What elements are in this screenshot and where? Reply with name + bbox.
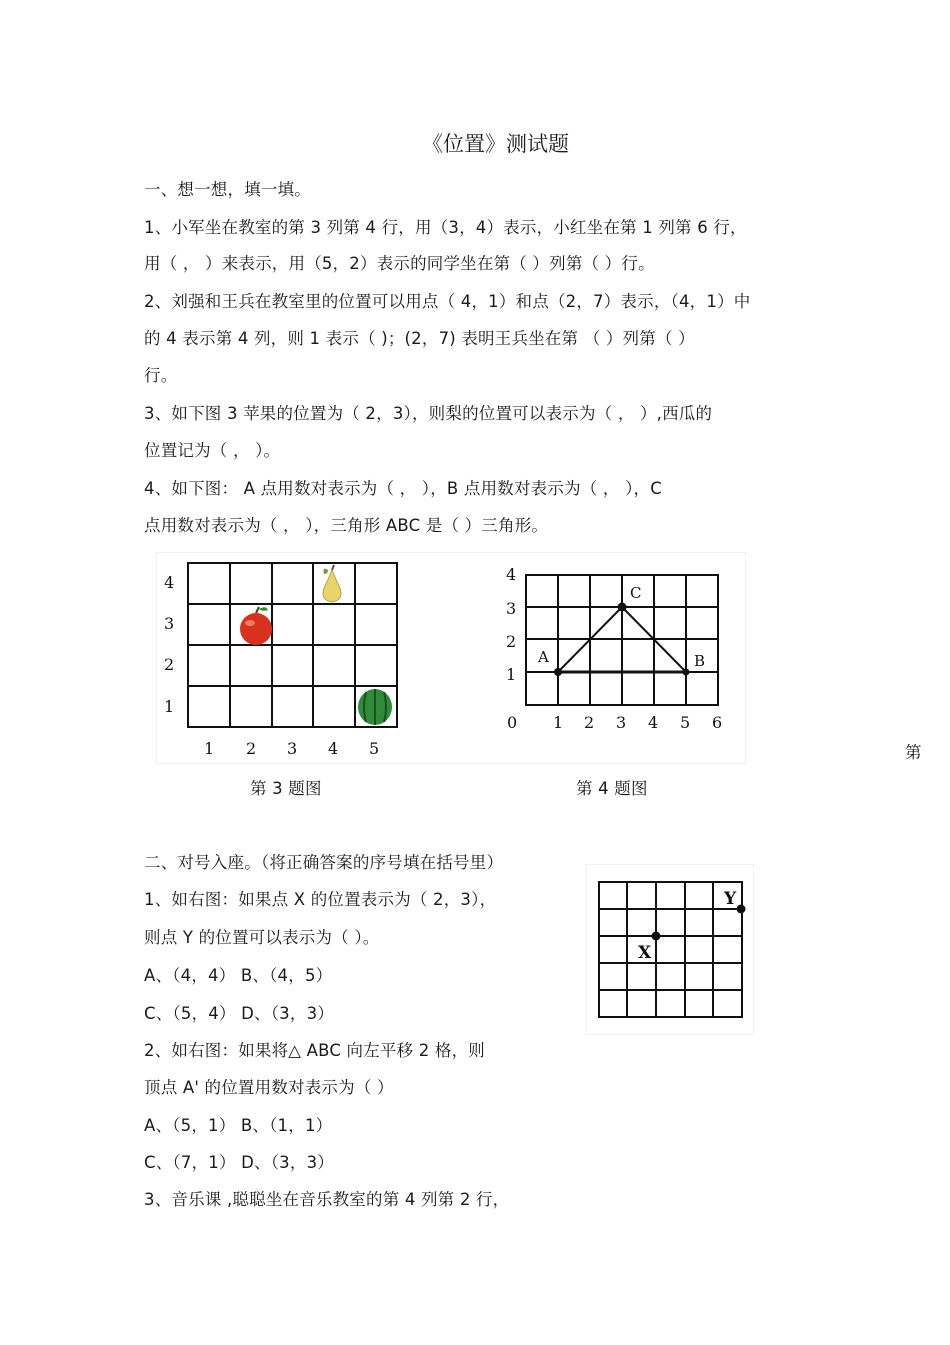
q3-x-label: 4	[328, 739, 339, 758]
question-line: 位置记为（ ， ）。	[144, 441, 281, 460]
answer-option-line: A、（4，4） B、（4，5）	[144, 966, 333, 985]
point-x	[652, 932, 661, 941]
question-line: 4、如下图： A 点用数对表示为（ ， ），B 点用数对表示为（ ， ），C	[144, 479, 662, 498]
q3-x-label: 5	[369, 739, 380, 758]
question-line: 3、如下图 3 苹果的位置为（ 2，3），则梨的位置可以表示为（ ， ）,西瓜的	[144, 404, 713, 423]
q4-x-label: 4	[648, 713, 659, 732]
point-b	[683, 669, 690, 676]
point-x-label: X	[638, 943, 652, 963]
question-line: 用（ ， ）来表示，用（5，2）表示的同学坐在第（ ）列第（ ）行。	[144, 254, 655, 273]
figure-panel-q3-q4	[156, 552, 746, 764]
q3-y-label: 1	[164, 697, 175, 716]
question-line: 1、如右图：如果点 X 的位置表示为（ 2，3），	[144, 890, 497, 909]
answer-option-line: C、（5，4） D、（3，3）	[144, 1004, 334, 1023]
section-1-heading: 一、想一想，填一填。	[144, 180, 311, 199]
question-line: 2、刘强和王兵在教室里的位置可以用点（ 4，1）和点（2，7）表示，（4，1）中	[144, 292, 751, 311]
question-line: 则点 Y 的位置可以表示为（ ）。	[144, 928, 380, 947]
q4-x-label: 3	[616, 713, 627, 732]
q3-y-label: 2	[164, 655, 175, 674]
q3-x-label: 2	[246, 739, 257, 758]
point-a-label: A	[538, 648, 549, 666]
point-y-label: Y	[724, 889, 737, 909]
figure-section-2	[586, 864, 754, 1035]
q4-y-label: 2	[506, 632, 517, 651]
point-c-label: C	[630, 584, 642, 602]
figure-3-caption: 第 3 题图	[250, 779, 322, 798]
q4-x-label: 1	[553, 713, 564, 732]
figure-4-caption: 第 4 题图	[576, 779, 648, 798]
q4-y-label: 4	[506, 565, 517, 584]
side-text: 第	[905, 743, 922, 762]
question-line: 行。	[144, 366, 178, 385]
answer-option-line: A、（5，1） B、（1，1）	[144, 1116, 333, 1135]
question-line: 顶点 A' 的位置用数对表示为（ ）	[144, 1078, 394, 1097]
question-line: 1、小军坐在教室的第 3 列第 4 行，用（3，4）表示，小红坐在第 1 列第 6 行，	[144, 218, 747, 237]
q4-y-label: 3	[506, 599, 517, 618]
q4-x-label: 2	[584, 713, 595, 732]
question-line: 3、音乐课 ,聪聪坐在音乐教室的第 4 列第 2 行，	[144, 1190, 510, 1209]
page-title: 《位置》测试题	[422, 132, 569, 156]
q3-x-label: 1	[204, 739, 215, 758]
answer-option-line: C、（7，1） D、（3，3）	[144, 1153, 334, 1172]
question-line: 的 4 表示第 4 列，则 1 表示（ )；(2，7) 表明王兵坐在第 （ ）列第（ ）	[144, 329, 695, 348]
q3-x-label: 3	[287, 739, 298, 758]
q3-y-label: 3	[164, 614, 175, 633]
watermelon-icon	[358, 689, 392, 725]
point-c	[618, 603, 627, 612]
q4-x-label: 6	[712, 713, 723, 732]
question-line: 点用数对表示为（ ， ），三角形 ABC 是（ ）三角形。	[144, 516, 549, 535]
q3-y-label: 4	[164, 573, 175, 592]
section-2-heading: 二、对号入座。（将正确答案的序号填在括号里）	[144, 853, 504, 872]
point-b-label: B	[694, 652, 706, 670]
point-y	[737, 905, 746, 914]
q4-y-label: 1	[506, 665, 517, 684]
point-a	[554, 668, 562, 676]
q4-x-label: 5	[680, 713, 691, 732]
question-line: 2、如右图：如果将△ ABC 向左平移 2 格，则	[144, 1041, 486, 1060]
q4-x-label: 0	[507, 713, 518, 732]
